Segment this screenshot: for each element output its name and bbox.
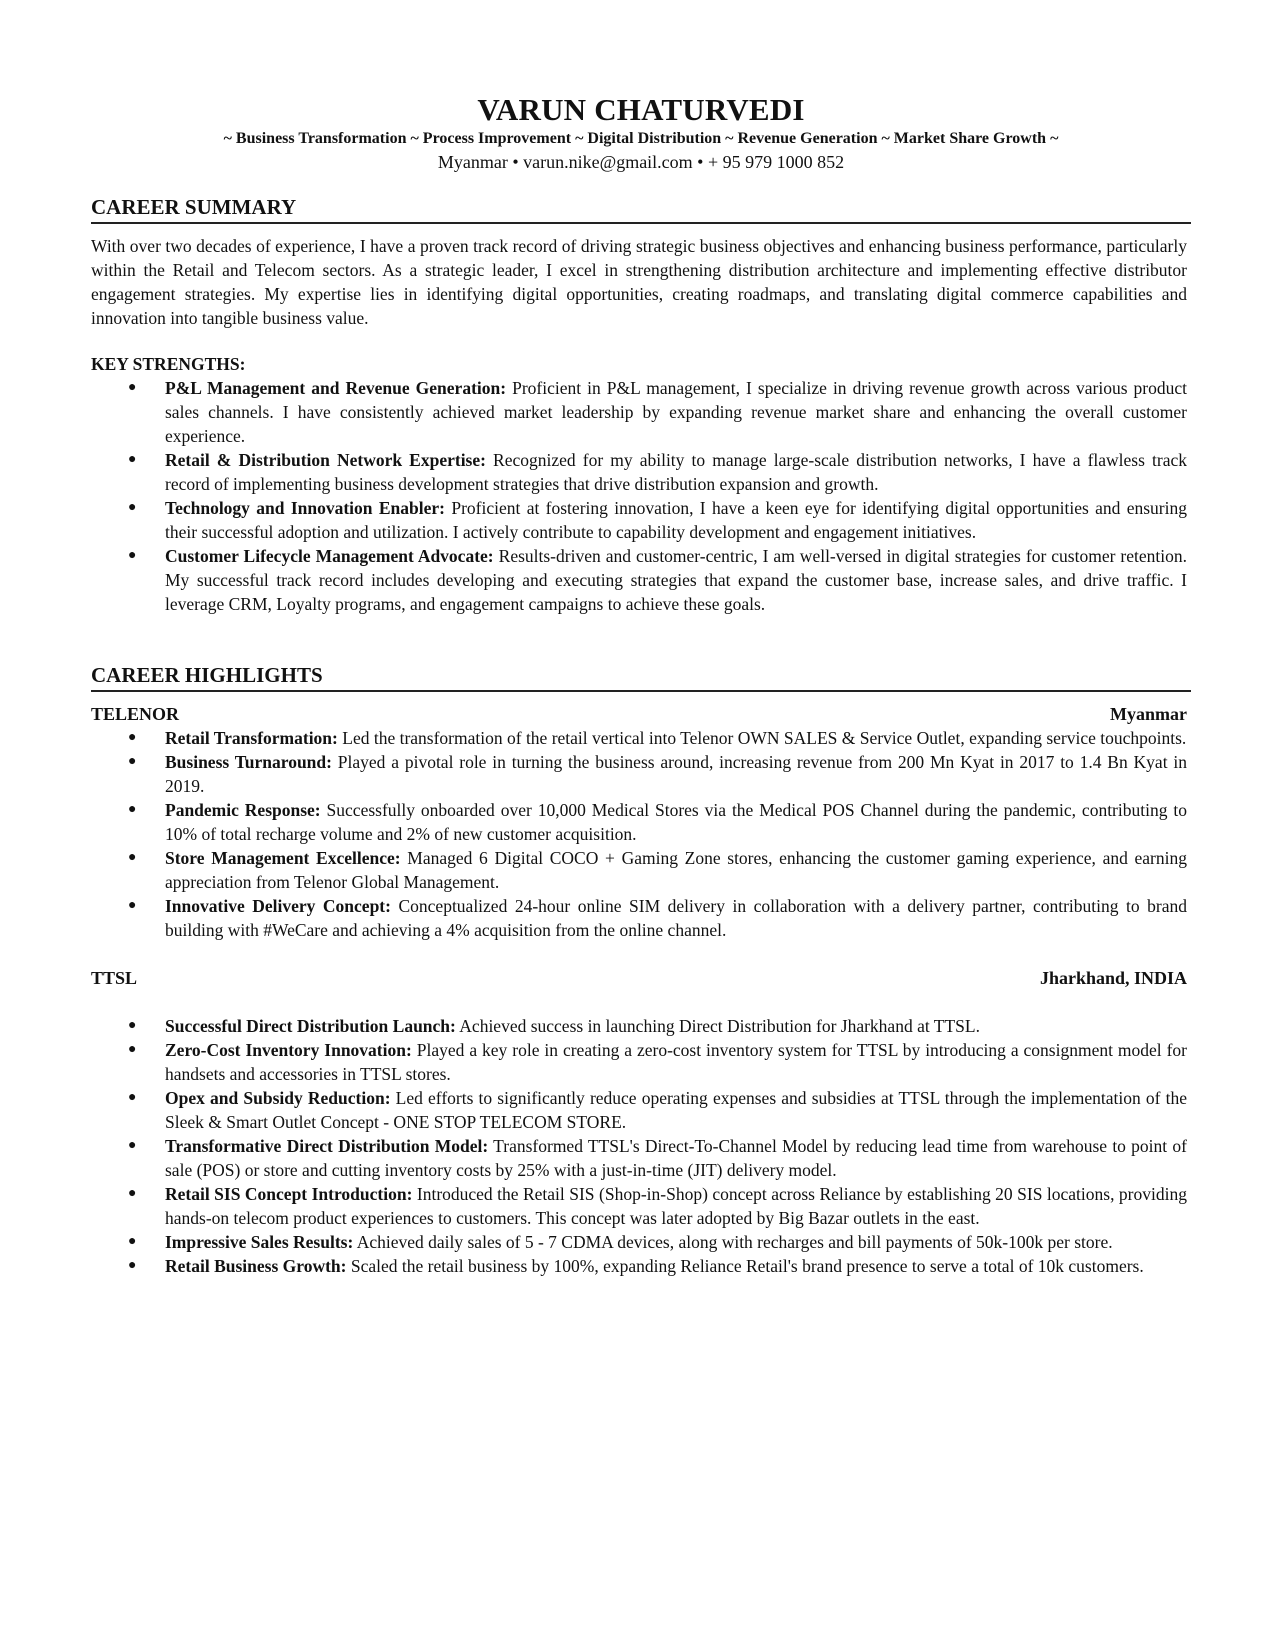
org-header-telenor bbox=[91, 702, 1191, 726]
item-title: Transformative Direct Distribution Model: bbox=[165, 1136, 489, 1156]
item-title: Technology and Innovation Enabler: bbox=[165, 498, 445, 518]
list-item bbox=[91, 496, 1187, 544]
org-name: TTSL bbox=[91, 968, 138, 988]
bullet-icon: ● bbox=[128, 1018, 137, 1033]
list-item bbox=[91, 798, 1187, 846]
bullet-icon: ● bbox=[128, 898, 137, 913]
bullet-icon: ● bbox=[128, 1234, 137, 1249]
item-title: Business Turnaround: bbox=[165, 752, 332, 772]
item-title: Innovative Delivery Concept: bbox=[165, 896, 391, 916]
career-summary-text: With over two decades of experience, I have a proven track record of driving strategic business objectives and enhancing business performance, particularly within the Retail and Telecom sectors. As a strategic leader, I excel in strengthening distribution architecture and implementing effective distributor engagement strategies. My expertise lies in identifying digital opportunities, creating roadmaps, and translating digital commerce capabilities and innovation into tangible business value. bbox=[91, 236, 1187, 328]
list-item bbox=[91, 376, 1187, 448]
item-title: Retail SIS Concept Introduction: bbox=[165, 1184, 413, 1204]
item-text: Proficient in P&L management, I specialize in driving revenue growth across various product sales channels. I have consistently achieved market leadership by expanding revenue market share and enhancing the overall customer experience. bbox=[165, 378, 1187, 446]
item-text: Conceptualized 24-hour online SIM delivery in collaboration with a delivery partner, contributing to brand building with #WeCare and achieving a 4% acquisition from the online channel. bbox=[165, 896, 1187, 940]
item-text: Led the transformation of the retail vertical into Telenor OWN SALES & Service Outlet, expanding service touchpoints. bbox=[337, 728, 1187, 748]
bullet-icon: ● bbox=[128, 452, 137, 467]
item-text: Achieved daily sales of 5 - 7 CDMA devices, along with recharges and bill payments of 50k-100k per store. bbox=[353, 1232, 1113, 1252]
item-text: Played a key role in creating a zero-cost inventory system for TTSL by introducing a consignment model for handsets and accessories in TTSL stores. bbox=[165, 1040, 1187, 1084]
list-item bbox=[91, 846, 1187, 894]
list-item bbox=[91, 544, 1187, 616]
item-text: Managed 6 Digital COCO + Gaming Zone stores, enhancing the customer gaming experience, and earning appreciation from Telenor Global Management. bbox=[165, 848, 1187, 892]
list-item bbox=[91, 1230, 1187, 1254]
item-text: Led efforts to significantly reduce operating expenses and subsidies at TTSL through the implementation of the Sleek & Smart Outlet Concept - ONE STOP TELECOM STORE. bbox=[165, 1088, 1187, 1132]
tagline: ~ Business Transformation ~ Process Improvement ~ Digital Distribution ~ Revenue Generation ~ Market Share Growth ~ bbox=[223, 130, 1059, 147]
bullet-icon: ● bbox=[128, 380, 137, 395]
item-title: Store Management Excellence: bbox=[165, 848, 401, 868]
list-item bbox=[91, 1014, 1187, 1038]
key-strengths-list bbox=[91, 376, 1191, 616]
item-title: P&L Management and Revenue Generation: bbox=[165, 378, 507, 398]
bullet-icon: ● bbox=[128, 1258, 137, 1273]
item-text: Played a pivotal role in turning the business around, increasing revenue from 200 Mn Kyat in 2017 to 1.4 Bn Kyat in 2019. bbox=[165, 752, 1187, 796]
bullet-icon: ● bbox=[128, 802, 137, 817]
list-item bbox=[91, 726, 1187, 750]
bullet-icon: ● bbox=[128, 500, 137, 515]
resume-page bbox=[91, 92, 1191, 1278]
telenor-highlights-list bbox=[91, 726, 1191, 942]
bullet-icon: ● bbox=[128, 850, 137, 865]
list-item bbox=[91, 1038, 1187, 1086]
career-summary-heading: CAREER SUMMARY bbox=[91, 194, 1191, 224]
item-title: Retail Business Growth: bbox=[165, 1256, 347, 1276]
contact-info: Myanmar • varun.nike@gmail.com • + 95 979 1000 852 bbox=[437, 152, 845, 172]
bullet-icon: ● bbox=[128, 1090, 137, 1105]
org-header-ttsl bbox=[91, 966, 1191, 990]
bullet-icon: ● bbox=[128, 1186, 137, 1201]
item-title: Customer Lifecycle Management Advocate: bbox=[165, 546, 494, 566]
bullet-icon: ● bbox=[128, 1138, 137, 1153]
item-title: Zero-Cost Inventory Innovation: bbox=[165, 1040, 412, 1060]
item-title: Retail Transformation: bbox=[165, 728, 338, 748]
item-text: Results-driven and customer-centric, I am well-versed in digital strategies for customer retention. My successful track record includes developing and executing strategies that expand the customer base, increase sales, and drive traffic. I leverage CRM, Loyalty programs, and engagement campaigns to achieve these goals. bbox=[165, 546, 1187, 614]
list-item bbox=[91, 1134, 1187, 1182]
org-location: Jharkhand, INDIA bbox=[1039, 968, 1187, 988]
item-text: Proficient at fostering innovation, I have a keen eye for identifying digital opportunities and ensuring their successful adoption and utilization. I actively contribute to capability development and engagement initiatives. bbox=[165, 498, 1187, 542]
list-item bbox=[91, 448, 1187, 496]
ttsl-highlights-list bbox=[91, 1014, 1191, 1278]
item-text: Transformed TTSL's Direct-To-Channel Model by reducing lead time from warehouse to point of sale (POS) or store and cutting inventory costs by 25% with a just-in-time (JIT) delivery model. bbox=[165, 1136, 1187, 1180]
item-title: Pandemic Response: bbox=[165, 800, 321, 820]
item-title: Successful Direct Distribution Launch: bbox=[165, 1016, 456, 1036]
item-title: Retail & Distribution Network Expertise: bbox=[165, 450, 486, 470]
org-location: Myanmar bbox=[1110, 704, 1187, 724]
list-item bbox=[91, 1182, 1187, 1230]
item-text: Scaled the retail business by 100%, expanding Reliance Retail's brand presence to serve a total of 10k customers. bbox=[346, 1256, 1144, 1276]
item-text: Successfully onboarded over 10,000 Medical Stores via the Medical POS Channel during the pandemic, contributing to 10% of total recharge volume and 2% of new customer acquisition. bbox=[165, 800, 1187, 844]
bullet-icon: ● bbox=[128, 548, 137, 563]
career-highlights-heading: CAREER HIGHLIGHTS bbox=[91, 662, 1191, 692]
key-strengths-heading: KEY STRENGTHS: bbox=[91, 354, 246, 374]
item-text: Introduced the Retail SIS (Shop-in-Shop) concept across Reliance by establishing 20 SIS locations, providing hands-on telecom product experiences to customers. This concept was later adopted by Big Bazar outlets in the east. bbox=[165, 1184, 1187, 1228]
item-text: Recognized for my ability to manage large-scale distribution networks, I have a flawless track record of implementing business development strategies that drive distribution expansion and growth. bbox=[165, 450, 1187, 494]
candidate-name: VARUN CHATURVEDI bbox=[477, 92, 805, 127]
bullet-icon: ● bbox=[128, 730, 137, 745]
list-item bbox=[91, 750, 1187, 798]
list-item bbox=[91, 1254, 1187, 1278]
item-text: Achieved success in launching Direct Distribution for Jharkhand at TTSL. bbox=[455, 1016, 980, 1036]
list-item bbox=[91, 1086, 1187, 1134]
bullet-icon: ● bbox=[128, 1042, 137, 1057]
list-item bbox=[91, 894, 1187, 942]
item-title: Impressive Sales Results: bbox=[165, 1232, 354, 1252]
org-name: TELENOR bbox=[91, 704, 180, 724]
item-title: Opex and Subsidy Reduction: bbox=[165, 1088, 391, 1108]
bullet-icon: ● bbox=[128, 754, 137, 769]
